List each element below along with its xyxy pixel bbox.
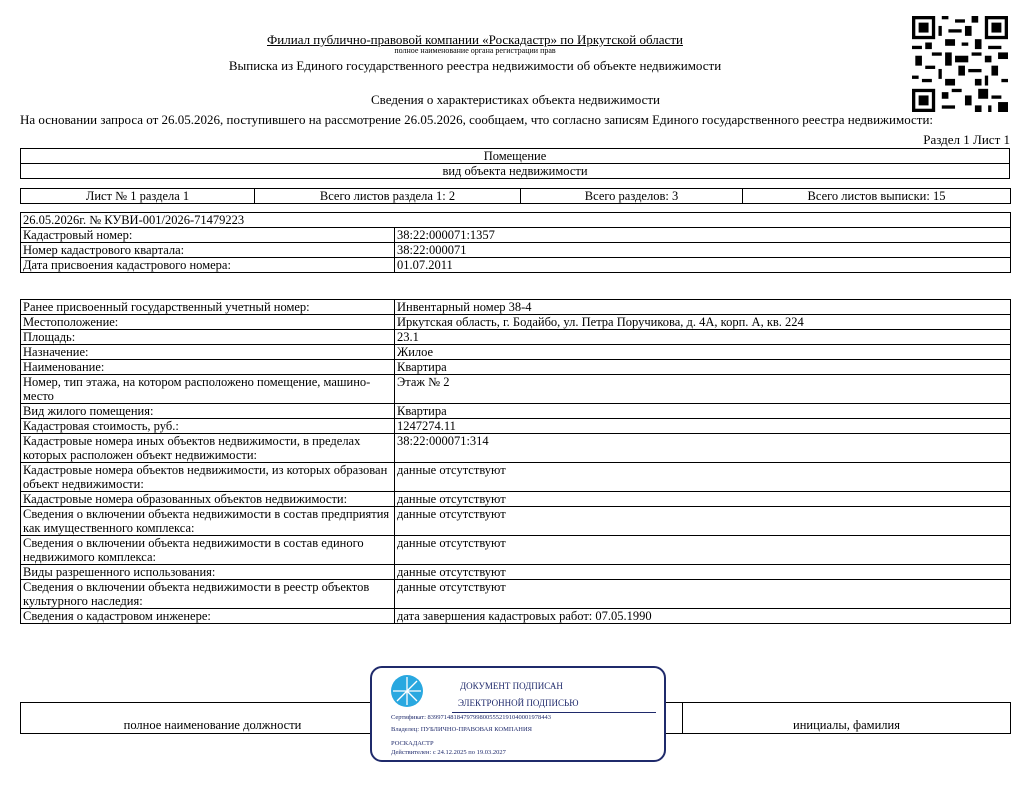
row-label: Номер кадастрового квартала: — [21, 243, 395, 258]
row-value: данные отсутствуют — [395, 536, 1011, 565]
row-label: Кадастровые номера объектов недвижимости, из которых образован объект недвижимости: — [21, 463, 395, 492]
table-row — [21, 315, 1011, 330]
row-value: данные отсутствуют — [395, 492, 1011, 507]
doc-title: Выписка из Единого государственного реестра недвижимости об объекте недвижимости — [228, 58, 722, 73]
table-row — [21, 258, 1011, 273]
doc-subtitle: Сведения о характеристиках объекта недвижимости — [370, 92, 661, 107]
stamp-line2: ЭЛЕКТРОННОЙ ПОДПИСЬЮ — [458, 698, 579, 708]
row-value: данные отсутствуют — [395, 507, 1011, 536]
table-row — [21, 434, 1011, 463]
table-row — [21, 609, 1011, 624]
row-label: Кадастровые номера образованных объектов недвижимости: — [21, 492, 395, 507]
row-label: Ранее присвоенный государственный учетный номер: — [21, 300, 395, 315]
table-row — [21, 375, 1011, 404]
row-value: Квартира — [395, 360, 1011, 375]
qr-code-icon — [912, 16, 1008, 112]
row-label: Кадастровый номер: — [21, 228, 395, 243]
row-label: Наименование: — [21, 360, 395, 375]
row-label: Кадастровые номера иных объектов недвижимости, в пределах которых расположен объект недвижимости: — [21, 434, 395, 463]
sheet-number: Лист № 1 раздела 1 — [21, 189, 255, 204]
table-row — [21, 228, 1011, 243]
row-label: Назначение: — [21, 345, 395, 360]
row-label: Местоположение: — [21, 315, 395, 330]
roskadastr-logo-icon — [390, 674, 424, 708]
row-value: Иркутская область, г. Бодайбо, ул. Петра Поручикова, д. 4А, корп. А, кв. 224 — [395, 315, 1011, 330]
row-value: Квартира — [395, 404, 1011, 419]
row-value: 38:22:000071 — [395, 243, 1011, 258]
org-name: Филиал публично-правовой компании «Роскадастр» по Иркутской области — [267, 32, 683, 47]
row-value: данные отсутствуют — [395, 580, 1011, 609]
row-label: Сведения о включении объекта недвижимости в реестр объектов культурного наследия: — [21, 580, 395, 609]
row-value: Этаж № 2 — [395, 375, 1011, 404]
stamp-certificate: Сертификат: 83997148184797998005552191040001978443 — [391, 714, 552, 721]
name-caption: инициалы, фамилия — [683, 718, 1011, 734]
object-type-table — [20, 148, 1010, 179]
object-type-caption: вид объекта недвижимости — [21, 164, 1010, 179]
object-type-value: Помещение — [21, 149, 1010, 164]
row-label: Площадь: — [21, 330, 395, 345]
row-label: Виды разрешенного использования: — [21, 565, 395, 580]
table-row — [21, 360, 1011, 375]
request-number: 26.05.2026г. № КУВИ-001/2026-71479223 — [21, 213, 1011, 228]
row-value: 23.1 — [395, 330, 1011, 345]
row-label: Вид жилого помещения: — [21, 404, 395, 419]
sections-total: Всего разделов: 3 — [521, 189, 743, 204]
record-table — [20, 212, 1011, 273]
table-row — [21, 300, 1011, 315]
table-row — [21, 330, 1011, 345]
section-label: Раздел 1 Лист 1 — [923, 132, 1010, 147]
sheets-table — [20, 188, 1011, 204]
basis-text: На основании запроса от 26.05.2026, поступившего на рассмотрение 26.05.2026, сообщаем, что согласно записям Единого государственного реестра недвижимости: — [20, 112, 934, 127]
row-value: данные отсутствуют — [395, 565, 1011, 580]
extract-sheets-total: Всего листов выписки: 15 — [743, 189, 1011, 204]
stamp-owner-name: РОСКАДАСТР — [391, 740, 434, 747]
row-value: 38:22:000071:314 — [395, 434, 1011, 463]
row-value: данные отсутствуют — [395, 463, 1011, 492]
table-row — [21, 404, 1011, 419]
table-row — [21, 536, 1011, 565]
table-row — [21, 419, 1011, 434]
e-signature-stamp — [370, 666, 666, 762]
row-value: Жилое — [395, 345, 1011, 360]
position-caption: полное наименование должности — [21, 718, 405, 734]
org-caption: полное наименование органа регистрации прав — [394, 46, 556, 55]
row-label: Сведения о включении объекта недвижимости в состав единого недвижимого комплекса: — [21, 536, 395, 565]
table-row — [21, 565, 1011, 580]
table-row — [21, 243, 1011, 258]
table-row — [21, 507, 1011, 536]
row-label: Сведения о кадастровом инженере: — [21, 609, 395, 624]
row-value: Инвентарный номер 38-4 — [395, 300, 1011, 315]
row-label: Сведения о включении объекта недвижимости в состав предприятия как имущественного комплекса: — [21, 507, 395, 536]
row-label: Кадастровая стоимость, руб.: — [21, 419, 395, 434]
stamp-line1: ДОКУМЕНТ ПОДПИСАН — [460, 681, 563, 691]
table-row — [21, 463, 1011, 492]
row-value: 01.07.2011 — [395, 258, 1011, 273]
row-label: Дата присвоения кадастрового номера: — [21, 258, 395, 273]
row-label: Номер, тип этажа, на котором расположено помещение, машино-место — [21, 375, 395, 404]
stamp-owner: Владелец: ПУБЛИЧНО-ПРАВОВАЯ КОМПАНИЯ — [391, 726, 532, 733]
row-value: дата завершения кадастровых работ: 07.05.1990 — [395, 609, 1011, 624]
table-row — [21, 492, 1011, 507]
row-value: 38:22:000071:1357 — [395, 228, 1011, 243]
row-value: 1247274.11 — [395, 419, 1011, 434]
table-row — [21, 580, 1011, 609]
stamp-valid: Действителен: с 24.12.2025 по 19.03.2027 — [391, 749, 506, 756]
sheets-in-section: Всего листов раздела 1: 2 — [255, 189, 521, 204]
details-table — [20, 299, 1011, 624]
table-row — [21, 345, 1011, 360]
